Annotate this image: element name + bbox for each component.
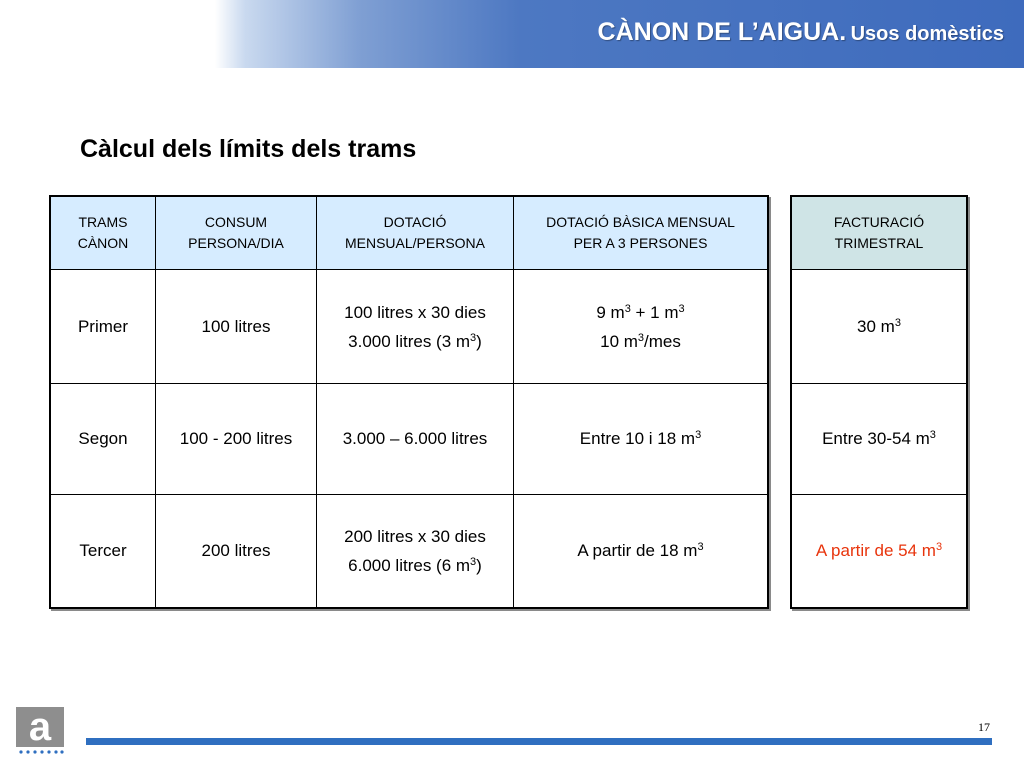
basica-line2: 10 $m^3$/mes: [600, 331, 681, 351]
header-consum: [156, 196, 317, 270]
page-number: 17: [978, 720, 990, 734]
dotacio-line2: 3.000 litres (3 $m^3$): [348, 331, 482, 351]
table-row: [50, 270, 768, 384]
facturacio-table: [790, 195, 968, 609]
agency-logo: [16, 707, 64, 755]
cell-dotacio: [317, 495, 514, 609]
cell-tram: Segon: [50, 384, 156, 495]
dotacio-line2: 6.000 litres (6 $m^3$): [348, 556, 482, 575]
limits-table: [49, 195, 769, 609]
header-facturacio-line1: FACTURACIÓ: [833, 214, 925, 230]
header-band: [0, 0, 1024, 68]
cell-dotacio: 3.000 – 6.000 litres: [317, 384, 514, 495]
header-dotacio-line1: DOTACIÓ: [383, 214, 447, 230]
header-consum-line2: PERSONA/DIA: [188, 235, 284, 251]
header-basica-line2: PER A 3 PERSONES: [573, 235, 708, 251]
header-trams: [50, 196, 156, 270]
logo-dot: [19, 750, 22, 753]
cell-dotacio-basica: [514, 270, 769, 384]
logo-dot: [40, 750, 43, 753]
cell-facturacio: 30 $m^3$: [791, 270, 967, 384]
dotacio-line1: 100 litres x 30 dies: [344, 302, 486, 322]
logo-letter: a: [28, 707, 52, 749]
logo-dot: [26, 750, 29, 753]
table-row: [791, 270, 967, 384]
table-header-row: [791, 196, 967, 270]
basica-line1: 9 $m^3 + 1$ $m^3$: [596, 302, 685, 322]
cell-consum: 100 litres: [156, 270, 317, 384]
slide-title: [598, 18, 1004, 47]
header-consum-line1: CONSUM: [204, 214, 268, 230]
table-header-row: [50, 196, 768, 270]
table-row: [791, 384, 967, 495]
cell-consum: 100 - 200 litres: [156, 384, 317, 495]
table-row: [50, 495, 768, 609]
section-title: Càlcul dels límits dels trams: [80, 135, 417, 163]
slide-title-sub: Usos domèstics: [850, 23, 1004, 45]
logo-dot: [33, 750, 36, 753]
logo-dot: [54, 750, 57, 753]
header-trams-line1: TRAMS: [78, 214, 128, 230]
cell-dotacio: [317, 270, 514, 384]
cell-facturacio: Entre 30-54 $m^3$: [791, 384, 967, 495]
dotacio-line1: 200 litres x 30 dies: [344, 527, 486, 546]
header-dotacio-line2: MENSUAL/PERSONA: [344, 235, 486, 251]
logo-dot: [60, 750, 63, 753]
cell-dotacio-basica: A partir de 18 $m^3$: [514, 495, 769, 609]
cell-tram: Primer: [50, 270, 156, 384]
cell-facturacio-highlight: A partir de 54 $m^3$: [791, 495, 967, 609]
header-facturacio: [791, 196, 967, 270]
cell-tram: Tercer: [50, 495, 156, 609]
cell-dotacio-basica: Entre 10 i 18 $m^3$: [514, 384, 769, 495]
header-dotacio: [317, 196, 514, 270]
header-dotacio-basica: [514, 196, 769, 270]
slide-title-main: CÀNON DE L’AIGUA.: [597, 18, 847, 46]
logo-dot: [47, 750, 50, 753]
table-row: [791, 495, 967, 609]
footer-bar: [86, 738, 992, 745]
header-trams-line2: CÀNON: [77, 235, 129, 251]
cell-consum: 200 litres: [156, 495, 317, 609]
header-basica-line1: DOTACIÓ BÀSICA MENSUAL: [546, 214, 735, 230]
header-facturacio-line2: TRIMESTRAL: [834, 235, 924, 251]
table-row: [50, 384, 768, 495]
